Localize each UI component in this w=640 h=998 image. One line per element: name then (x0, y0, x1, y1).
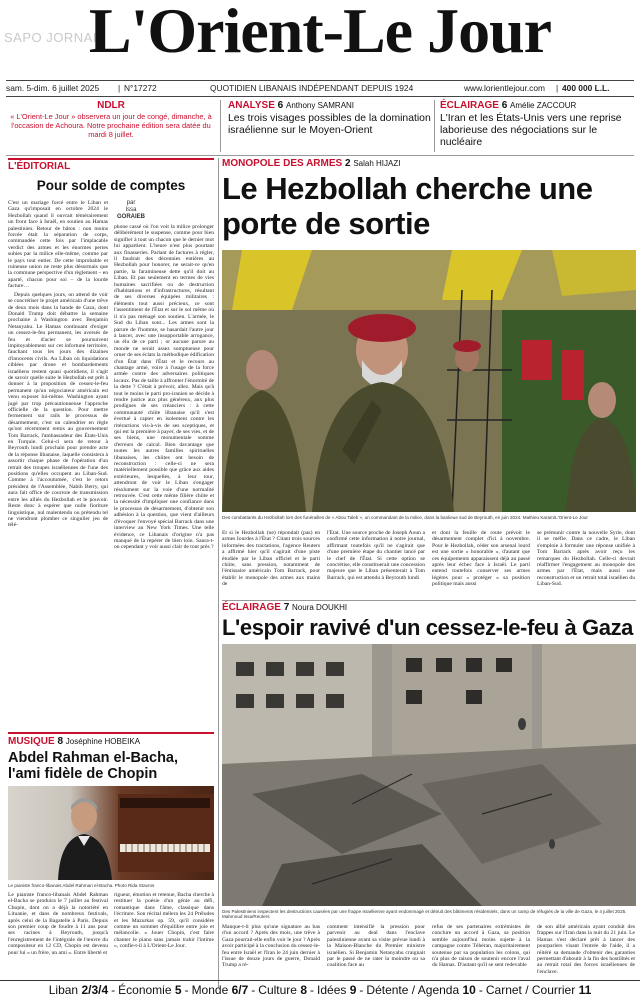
musique-body-1: Le pianiste franco-libanais Abdel Rahman el-Bacha se produira le 7 juillet au festival Chopin, dont on a déjà la notoriété en Lituanie, et dans de nombreux festivals, après celui de la Bagatelle à Paris. Depuis son premier coup de foudre à 11 ans pour ses racines à Beyrouth, jusqu'à l'enregistrement de l'intégrale de l'œuvre du compositeur en 12 CD, Chopin est devenu pour lui « un frère, un ami ». Entre liberté et (8, 892, 108, 956)
gaza-col-4 (537, 924, 635, 976)
teaser-analyse-author: Anthony SAMRANI (286, 101, 355, 110)
pianist-photo-illustration (8, 786, 214, 880)
gaza-body-2: comment intensifié la pression pour parvenir au deal dans l'enclave palestinienne avant sa visite prévue lundi à la Maison-Blanche du Premier ministre israélien. Si Benjamin Netanyahu craignait par le passé de ne rater la moindre ou sa coalition face au (327, 924, 425, 969)
editorial-body-2: Depuis quelques jours, on attend de voir se concrétiser le projet américain d'une trêve de deux mois dans la bande de Gaza, dont Donald Trump doit débattre la semaine prochaine à Washington avec Benjamin Netanyahu. Le Hamas continuant d'exiger un cessez-le-feu permanent, les aversés de feu et d'acier se poursuivent impitoyablement sur cet infortuné territoire, fauchant tous les jours des dizaines d'innocents civils. Au Liban où liquidations ciblées par drone et bombardements israéliens restent quasi quotidiens, il s'agit de savoir quelle suite le Hezbollah est prêt à donner à la proposition de cessez-le-feu permanent qu'un négociateur américain est venu exposer lui-même. Washington ayant jugé par trop précautionneuse l'approche officielle de la question. Pour mettre fermement sur rails le processus de désarmement, c'est un calendrier en règle qu'ont récemment remis au gouvernement Tom Barrack, l'ambassadeur des États-Unis en Turquie. Celui-ci sera de retour à Beyrouth lundi prochain pour prendre acte de la réponse libanaise, laquelle consistera à assortir chaque phase de l'opération d'un retrait des troupes israéliennes de l'une des positions qu'elles occupent au Liban-Sud. Comme à l'accoutumée, c'est le retors président de l'Assemblée, Nabih Berry, qui aura fait office de courroie de transmission entre les alliés du Hezbollah et le pouvoir. Reste donc à espérer que nulle fioriture linguistique, nul malentendu ou prétendu tel ne viendront plomber ce singulier jeu de télé- (8, 291, 108, 529)
teaser-eclairage-kicker: ÉCLAIRAGE (440, 100, 499, 111)
footer-pages: 8 (300, 982, 308, 997)
lead-col-2 (327, 530, 425, 596)
footer-pages: 11 (578, 982, 592, 997)
gaza-kicker: ÉCLAIRAGE (222, 602, 281, 613)
newspaper-title[interactable]: L'Orient-Le Jour (88, 0, 552, 66)
lead-col-3 (432, 530, 530, 596)
musique-kicker: MUSIQUE (8, 736, 55, 747)
footer-sep: - (310, 982, 315, 997)
teaser-eclairage-author: Amélie ZACCOUR (510, 101, 577, 110)
footer-item-monde[interactable] (192, 983, 249, 997)
lead-body-3: et dont la feuille de route prévoit le désarmement complet d'ici à novembre. Pour le Hezbollah, céder son arsenal lourd est une sortie « honorable », d'autant que ces équipements apparaissent déjà au passé après leur échec face à Israël. Le parti entend toutefois conserver ses armes légères pour « protéger » sa position politique mais aussi (432, 530, 530, 588)
teaser-ndlr[interactable] (8, 100, 214, 152)
editorial-col-2 (114, 224, 214, 726)
teaser-divider-1 (220, 100, 221, 152)
lead-body-1: Et si le Hezbollah (ne) répondait (pas) en armes Iourdes à l'État ? Citant trois sources informées des tractations, l'agence Reuters a affirmé hier qu'il s'agirait d'une piste étudiée par le Liban officiel et le parti chiite, sans pression, notamment de l'émissaire américain Tom Barrack, pour établir le monopole des armes aux mains de (222, 530, 320, 588)
footer-sep: - (251, 982, 256, 997)
gaza-photo (222, 644, 636, 906)
editorial-divider (218, 158, 219, 988)
lead-photo (222, 250, 636, 512)
gaza-caption: Des Palestiniens inspectent les destructions causées par une frappe israélienne ayant endommagé et détruit des bâtiments résidentiels, dans un camp de réfugiés de la ville de Gaza, le 4 juillet 2025. Mahmoud Issa/Reuters (222, 909, 627, 920)
musique-kicker-line (8, 736, 214, 747)
lead-block (222, 158, 636, 598)
gaza-block (222, 602, 636, 978)
footer-item-economie[interactable] (118, 983, 181, 997)
editorial-section: L'ÉDITORIAL (8, 161, 71, 172)
gaza-title[interactable]: L'espoir ravivé d'un cessez-le-feu à Gaza (222, 615, 634, 640)
footer-sep: - (478, 982, 483, 997)
lead-kicker-line (222, 158, 636, 169)
hezbollah-fighters-photo-illustration (222, 250, 636, 512)
gaza-page: 7 (283, 602, 290, 613)
footer-label: Idées (317, 982, 347, 997)
gaza-author: Noura DOUKHI (292, 603, 348, 612)
lead-body-4: se prémunir contre la nouvelle Syrie, dont il se méfie. Dans ce cadre, le Liban s'emploie à formuler une réponse unifiée à Tom Barrack après avoir reçu les remarques du Hezbollah. Celle-ci devrait réaffirmer l'engagement au monopole des armes par l'État, mais aussi une reconstruction et un retrait total israélien du Liban-Sud. (537, 530, 635, 588)
teaser-analyse-text: Les trois visages possibles de la domination israélienne sur le Moyen-Orient (228, 113, 431, 136)
gaza-body-1: Manque-t-il plus qu'une signature au bas d'un accord ? Aprés des mois, une trêve à Gaza pourrait-elle enfin voir le jour ? Après avoir participé à la conclusion du cessez-le-feu entre Israël et l'Iran le 24 juin dernier à l'issue de douze jours de guerre, Donald Trump a ré- (222, 924, 320, 969)
teaser-eclairage-text: L'Iran et les États-Unis vers une reprise laborieuse des négociations sur le nucléaire (440, 113, 622, 148)
footer-index (0, 981, 640, 998)
footer-pages: 6/7 (231, 982, 249, 997)
editorial-author-first: Issa (125, 207, 137, 213)
musique-photo (8, 786, 214, 880)
date-separator: | (118, 83, 121, 93)
footer-label: Liban (48, 982, 79, 997)
gaza-body-4: de son allié américain ayant conduit des frappes sur l'Iran dans la nuit du 21 juin. Le Hamas s'est déclaré prêt à lancer des pourparlers visant l'entrée de l'aide, il a réitéré sa demande d'obtenir des garanties permettant d'aboutir à la fin des hostilités et au retrait total des forces israéliennes de l'enclave. (537, 924, 635, 975)
musique-block (8, 736, 214, 980)
musique-col-2 (114, 892, 214, 978)
masthead (0, 0, 640, 78)
teaser-divider-2 (434, 100, 435, 152)
footer-pages: 9 (349, 982, 357, 997)
editorial-drop-wrap (8, 200, 108, 529)
editorial-author-last: GORAIEB (116, 214, 145, 220)
tagline: QUOTIDIEN LIBANAIS INDÉPENDANT DEPUIS 1924 (210, 83, 414, 93)
lead-kicker: MONOPOLE DES ARMES (222, 158, 343, 169)
teaser-eclairage-page: 6 (501, 100, 508, 111)
teaser-analyse-kicker-line (228, 100, 432, 111)
musique-caption: Le pianiste franco-libanais Abdel Rahman el-Bacha. Photo Rida Stavros (8, 883, 155, 888)
musique-title[interactable]: Abdel Rahman el-Bacha, l'ami fidèle de Chopin (8, 750, 179, 782)
editorial-byline (114, 200, 148, 221)
lead-body-2: l'État. Une source proche de Joseph Aoun a confirmé cette information à notre journal, affirmant toutefois qu'il ne s'agirait que d'une première étape du chantier lancé par le chef de l'État. Si cette option se concrétise, elle constituerait une concession majeure que le Liban présenterait à Tom Barrack, qui est attendu à Beyrouth lundi (327, 530, 425, 581)
teaser-ndlr-kicker: NDLR (97, 100, 125, 111)
issue-number: N°17272 (124, 83, 157, 93)
footer-label: Culture (258, 982, 297, 997)
teaser-ndlr-text: « L'Orient-Le Jour » observera un jour de congé, dimanche, à l'occasion de Achoura. Notre prochaine édition sera datée du mardi 8 juillet. (10, 112, 212, 139)
teaser-analyse-kicker: ANALYSE (228, 100, 275, 111)
editorial-col-1 (8, 200, 108, 726)
teaser-eclairage-kicker-line (440, 100, 636, 111)
editorial-body-1: C'est un mariage forcé entre le Liban et Gaza qu'imposait en octobre 2024 le Hezbollah quand il ouvrait témérairement un front face à Israël, en soutien au Hamas palestinien. Retour de bâton : non moins forcée était la séparation de corps, commandée cette fois par l'implacable verdict des armes et les énormes pertes subies par la milice elle-même, comme par le pays tout entier. De cette improbable et ruineuse union ne reste plus désormais que la commune perspective d'un règlement – en aparté, chacun pour soi – de la lourde facture… (8, 200, 108, 290)
gaza-destruction-photo-illustration (222, 644, 636, 906)
price-separator: | (556, 83, 559, 93)
musique-rule (8, 732, 214, 734)
footer-label: Détente / Agenda (366, 982, 460, 997)
dateline-rule-bottom (6, 96, 634, 97)
footer-label: Économie (118, 982, 172, 997)
teaser-analyse[interactable] (228, 100, 432, 152)
footer-item-culture[interactable] (258, 983, 307, 997)
teasers-rule-bottom (6, 155, 634, 156)
lead-col-1 (222, 530, 320, 596)
teaser-eclairage[interactable] (440, 100, 636, 152)
footer-item-liban[interactable] (49, 983, 108, 997)
lead-caption: Des combattants du Hezbollah lors des funérailles de « Abou Taleb », un commandant de la milice, dans la banlieue sud de Beyrouth, en juin 2024. Mathieu Karam/L'Orient-Le Jour (222, 515, 588, 520)
gaza-col-3 (432, 924, 530, 976)
price: 400 000 L.L. (562, 83, 610, 93)
musique-body-2: rigueur, émotion et retenue, Bacha cherche à restituer la poésie d'un génie au défi, romantique dans l'âme, classique dans l'écriture. Son récital mélera les 24 Préludes et les Mazurkas op. 59, qu'il considère comme un sommet d'équilibre entre joie et mélancolie. « Jouer Chopin, c'est faire chanter le piano sans jamais trahir l'intime », confie-t-il à L'Orient-Le Jour. (114, 892, 214, 950)
website-link[interactable]: www.lorientlejour.com (464, 83, 545, 93)
footer-item-carnet[interactable] (486, 983, 591, 997)
footer-label: Monde (191, 982, 229, 997)
lead-col-4 (537, 530, 635, 596)
editorial-title[interactable]: Pour solde de comptes (36, 178, 186, 193)
editorial-block (8, 158, 214, 730)
footer-pages: 10 (462, 982, 476, 997)
dateline (6, 81, 634, 95)
gaza-body-3: refus de ses partenaires extrémistes de conclure un accord à Gaza, sa position semble aujourd'hui moins sujette à la campagne contre Téhéran, majoritairement soutenue par sa population les colons, qui n'a plus de raison de soutenir encore l'aval du Hamas. D'autant qu'il se sent redevable (432, 924, 530, 969)
gaza-col-1 (222, 924, 320, 976)
gaza-col-2 (327, 924, 425, 976)
lead-author: Salah HIJAZI (353, 159, 401, 168)
footer-sep: - (184, 982, 189, 997)
lead-page: 2 (344, 158, 351, 169)
footer-item-idees[interactable] (317, 983, 356, 997)
footer-item-detente[interactable] (366, 983, 475, 997)
musique-page: 8 (57, 736, 64, 747)
editorial-body-3: phone cassé où l'on voit la milice prolonger délibérément le suspense, comme pour bien signifier à tout un chacun que le dernier mot lui appartient. L'heure n'est plus pourtant aux finasseries. Parlant de factures à régler, il faudrait des décennies entières au Hezbollah pour honorer, ne serait-ce qu'en partie, la faramineuse dette qu'il doit au Liban. Et pas seulement en termes de vies humaines sacrifiées ou de destruction d'habitations et d'infrastructures, résultant de ses diverses équipées militaires : éléments tout aussi précieux, ce sont l'assentiment de l'État et sur le sol même où il n'a pas ménagé son soutien. L'armée, le Sud du Liban sont... Les armes sont la parure de l'homme, se hasardait l'autre jour à lancer, avec une insupportable arrogance, un élu de ce parti ; or aucune parure au monde ne serait assez somptueuse pour orner de ses éclats la méthodique édification d'un État dans l'État et le recours au chantage armé, voire à l'usage de la force armée contre des adversaires politiques locaux. Pas de taille à affronter l'énormité de la dette ? C'était à prévoir, allez. Mais qu'à tout le moins le parti pro-iranien se décide à rendre justice aux plus généreux, aux plus prodigues de ses créanciers : à cette communauté chiite libanaise qu'il s'est évertué à capter en isolement contre les ritéractions vis-à-vis de ses sceptiques, et qui est la première à payer, de ses vies, et de ses biens, une monumentale somme d'erreurs de calcul. Bien davantage que toutes les autres familles spirituelles libanaises, les chiites ont besoin de reconstruction : celle-ci ne sera matériellement possible que grâce aux aides extérieures, lesquelles, à leur tour, attendront de voir le Liban s'engager résolument sur la voie d'une normalité retrouvée. C'est cette même filière chiite et la nécessité d'impliquer une confiance dans le processus de désarmement, d'obtenir son adhésion à la question, que vient d'ailleurs d'évoquer l'envoyé spécial Barrack dans une interview au New York Times. Une telle évidence, ce Libanais d'origine n'a pas manqué de la repérer de bien loin. Saura-t-on cependant y voir aussi clair de tout près ? (114, 224, 214, 551)
editorial-by: par (126, 200, 136, 206)
footer-label: Carnet / Courrier (485, 982, 576, 997)
footer-pages: 2/3/4 (81, 982, 109, 997)
gaza-rule (222, 600, 636, 601)
watermark: SAPO JORNAIS (4, 30, 107, 45)
date: sam. 5-dim. 6 juillet 2025 (6, 83, 100, 93)
musique-col-1 (8, 892, 108, 978)
lead-title[interactable]: Le Hezbollah cherche une porte de sortie (222, 171, 593, 241)
gaza-kicker-line (222, 602, 636, 613)
teaser-analyse-page: 6 (277, 100, 284, 111)
footer-sep: - (359, 982, 364, 997)
footer-pages: 5 (174, 982, 182, 997)
footer-sep: - (111, 982, 116, 997)
musique-author: Joséphine HOBEIKA (65, 737, 141, 746)
